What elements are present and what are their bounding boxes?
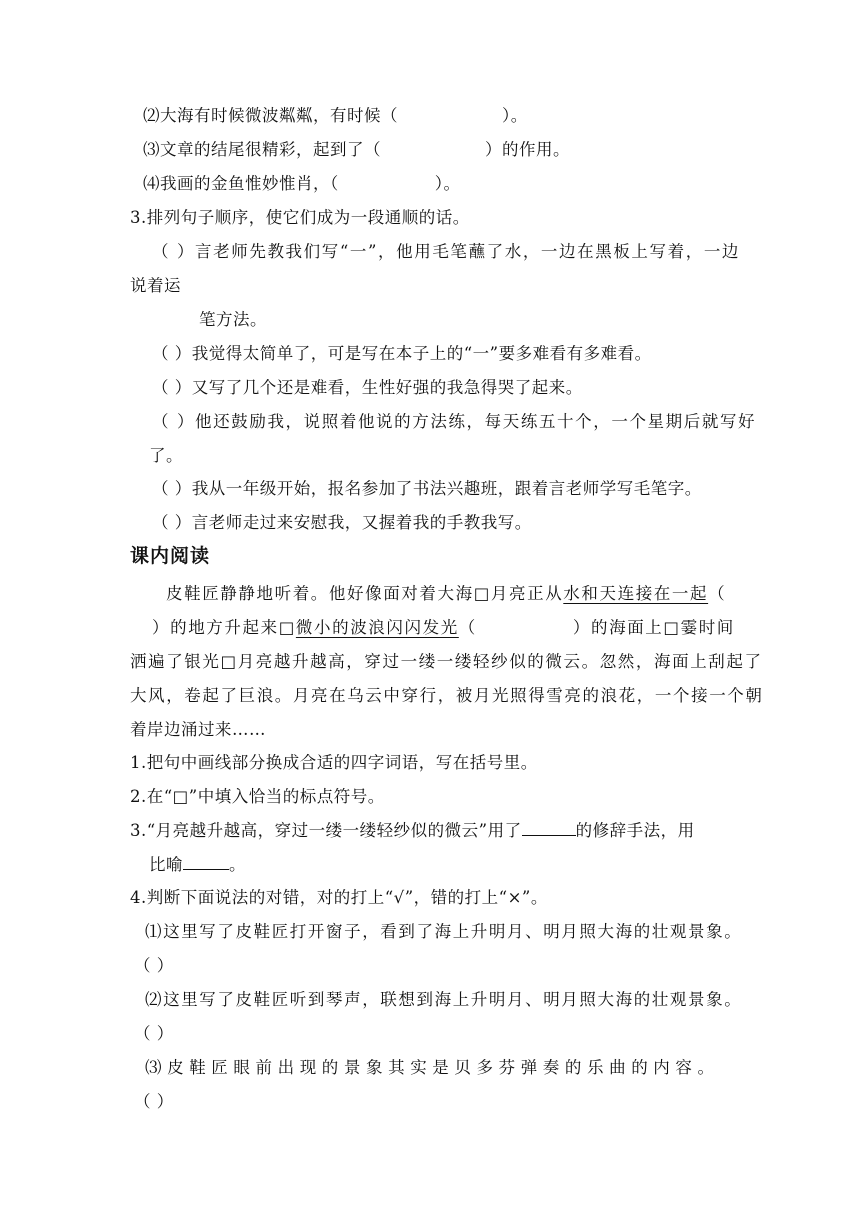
answer-blank: [522, 821, 576, 836]
ordering-sentence-2: （ ）我觉得太简单了，可是写在本子上的“一”要多难看有多难看。: [152, 344, 652, 363]
fill-item-3-suffix: ）的作用。: [485, 140, 570, 159]
fill-item-2-prefix: ⑵大海有时候微波粼粼，有时候（: [143, 106, 398, 125]
fill-item-4-prefix: ⑷我画的金鱼惟妙惟肖，（: [143, 174, 339, 193]
passage-text: ）的地方升起来□: [152, 618, 296, 637]
ordering-sentence-6: （ ）言老师走过来安慰我，又握着我的手教我写。: [152, 513, 532, 532]
answer-blank: [183, 855, 229, 870]
underlined-phrase-1: 水和天连接在一起: [563, 584, 709, 603]
question-3-cont: [149, 854, 246, 876]
ordering-sentence-1: （ ）言老师先教我们写“一”，他用毛笔蘸了水，一边在黑板上写着，一边: [152, 242, 741, 261]
passage-text: 皮鞋匠静静地听着。他好像面对着大海□月亮正从: [166, 584, 564, 603]
ordering-sentence-3: （ ）又写了几个还是难看，生性好强的我急得哭了起来。: [152, 378, 583, 397]
question-4: 4.判断下面说法的对错，对的打上“√”，错的打上“×”。: [130, 888, 548, 907]
fill-item-4: [143, 173, 461, 195]
fill-item-3-prefix: ⑶文章的结尾很精彩，起到了（: [143, 140, 381, 159]
judgement-2-paren: （ ）: [134, 1024, 174, 1043]
fill-item-3: [143, 139, 570, 161]
ordering-sentence-4: （ ）他还鼓励我，说照着他说的方法练，每天练五十个，一个星期后就写好: [152, 412, 757, 431]
passage-text: ）的海面上□霎时间: [572, 618, 735, 637]
question-3: [130, 820, 695, 842]
passage-line-3: 洒遍了银光□月亮越升越高，穿过一缕一缕轻纱似的微云。忽然，海面上刮起了: [130, 652, 763, 671]
fill-item-2: [143, 105, 528, 127]
judgement-2: ⑵这里写了皮鞋匠听到琴声，联想到海上升明月、明月照大海的壮观景象。: [145, 990, 743, 1009]
judgement-3: ⑶皮鞋匠眼前出现的景象其实是贝多芬弹奏的乐曲的内容。: [145, 1058, 720, 1077]
fill-item-2-suffix: ）。: [502, 106, 528, 125]
question-1: 1.把句中画线部分换成合适的四字词语，写在括号里。: [130, 753, 538, 772]
section-heading: 课内阅读: [130, 545, 211, 567]
ordering-sentence-1-cont: 说着运: [130, 276, 181, 295]
ordering-sentence-4-cont: 了。: [149, 446, 183, 465]
underlined-phrase-2: 微小的波浪闪闪发光: [295, 618, 459, 637]
passage-text: （: [708, 584, 727, 603]
question-3-text: 比喻: [149, 855, 183, 874]
question-3-text: 3.“月亮越升越高，穿过一缕一缕轻纱似的微云”用了: [130, 821, 522, 840]
judgement-1-paren: （ ）: [134, 956, 174, 975]
passage-line-2: [152, 617, 735, 639]
fill-item-4-suffix: ）。: [434, 174, 461, 193]
question-3-text: 的修辞手法，用: [575, 821, 695, 840]
ordering-title: 3.排列句子顺序，使它们成为一段通顺的话。: [130, 208, 470, 227]
passage-text: （: [458, 618, 477, 637]
ordering-sentence-5: （ ）我从一年级开始，报名参加了书法兴趣班，跟着言老师学写毛笔字。: [152, 479, 702, 498]
passage-line-5: 着岸边涌过来……: [130, 720, 266, 739]
question-3-text: 。: [229, 855, 246, 874]
passage-line-4: 大风，卷起了巨浪。月亮在乌云中穿行，被月光照得雪亮的浪花，一个接一个朝: [130, 686, 764, 705]
ordering-sentence-1-cont2: 笔方法。: [199, 310, 267, 329]
judgement-1: ⑴这里写了皮鞋匠打开窗子，看到了海上升明月、明月照大海的壮观景象。: [145, 922, 743, 941]
judgement-3-paren: （ ）: [134, 1092, 174, 1111]
question-2: 2.在“□”中填入恰当的标点符号。: [130, 787, 385, 806]
passage-line-1: [166, 583, 726, 605]
